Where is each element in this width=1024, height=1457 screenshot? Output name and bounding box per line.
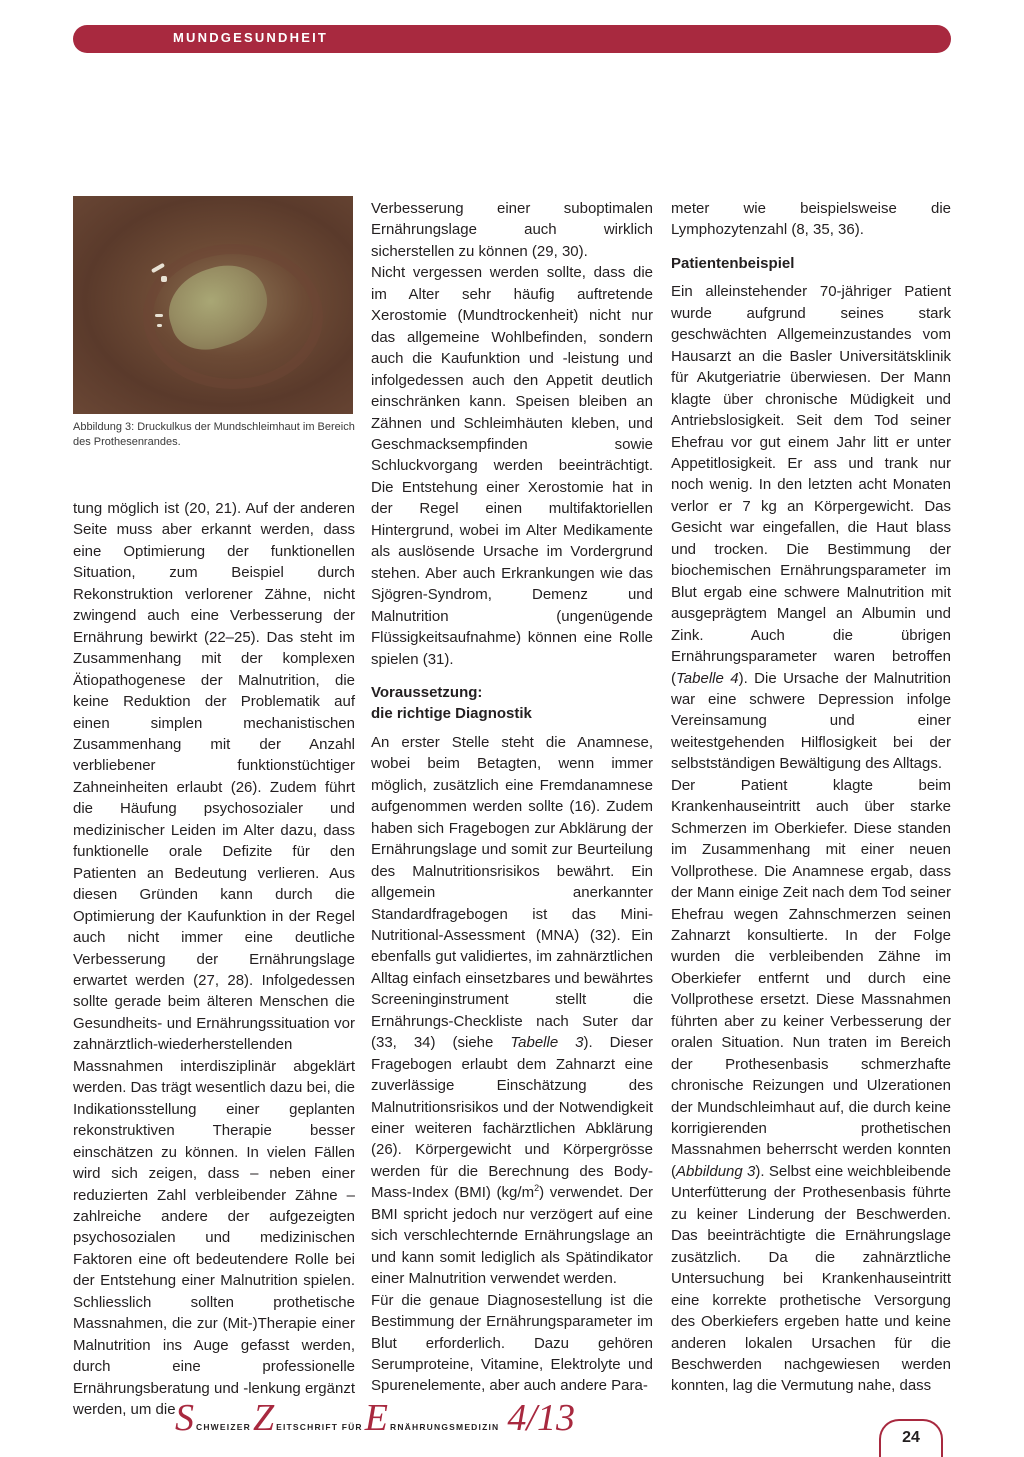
figure-caption: Abbildung 3: Druckulkus der Mundschleimhaut im Bereich des Prothesenrandes. [73,421,355,448]
journal-footer-logo [175,1396,775,1439]
body-paragraph: Nicht vergessen werden sollte, dass die im Alter sehr häufig auftretende Xerostomie (Mundtrockenheit) nicht nur das allgemeine Wohlbefinden, sondern auch die Kaufunktion und -leistung und infolgedessen auch den Appetit deutlich einschränken kann. Speisen bleiben an Zähnen und Schleimhäuten kleben, und Geschmacksempfinden sowie Schluckvorgang werden beeinträchtigt. Die Entstehung einer Xerostomie hat in der Regel einen multifaktoriellen Hintergrund, wobei im Alter Medikamente als auslösende Ursache im Vordergrund stehen. Aber auch Erkrankungen wie das Sjögren-Syndrom, Demenz und Malnutrition (ungenügende Flüssigkeitsaufnahme) können eine Rolle spielen (31). [371,264,653,668]
text-column-1 [73,498,355,1420]
text-column-2 [371,198,653,1397]
figure-highlight [161,276,167,282]
page-number-badge [879,1419,943,1457]
figure-highlight [157,324,162,327]
body-paragraph: Verbesserung einer suboptimalen Ernährungslage auch wirklich sicherstellen zu können (29, 30). [371,200,653,260]
figure-highlight [155,314,163,317]
section-title: MUNDGESUNDHEIT [173,30,329,45]
body-paragraph: meter wie beispielsweise die Lymphozytenzahl (8, 35, 36). [671,200,951,239]
body-paragraph: Für die genaue Diagnosestellung ist die Bestimmung der Ernährungsparameter im Blut erforderlich. Dazu gehören Serumproteine, Vitamine, Elektrolyte und Spurenelemente, aber auch andere Para- [371,1291,653,1395]
footer-word: EITSCHRIFT FÜR [276,1422,363,1432]
issue-number: 4/13 [507,1397,575,1439]
body-paragraph: An erster Stelle steht die Anamnese, wobei beim Betagten, wenn immer möglich, zusätzlich eine Fremdanamnese aufgenommen werden sollte (16). Zudem haben sich Fragebogen zur Abklärung der Ernährungslage und somit zur Beurteilung des Malnutritionsrisikos bewährt. Ein allgemein anerkannter Standardfragebogen ist das Mini-Nutritional-Assessment (MNA) (32). Ein ebenfalls gut validiertes, im zahnärztlichen Alltag einfach einsetzbares und bewährtes Screeninginstrument stellt die Ernährungs-Checkliste nach Suter dar (33, 34) (siehe Tabelle 3). Dieser Fragebogen erlaubt dem Zahnarzt eine zuverlässige Einschätzung des Malnutritionsrisikos und der Notwendigkeit einer weiteren fachärztlichen Abklärung (26). Körpergewicht und Körpergrösse werden für die Berechnung des Body-Mass-Index (BMI) $(kg/m^2)$ verwendet. Der BMI spricht jedoch nur verzögert auf eine sich verschlechternde Ernährungslage an und kann somit lediglich als Spätindikator einer Malnutrition verwendet werden. [371,733,653,1288]
figure-reference: Abbildung 3 [676,1162,756,1180]
body-paragraph: Ein alleinstehender 70-jähriger Patient wurde aufgrund seines stark geschwächten Allgemeinzustandes vom Hausarzt an die Basler Universitätsklinik für Akutgeriatrie überwiesen. Der Mann klagte über chronische Müdigkeit und Antriebslosigkeit. Seit dem Tod seiner Ehefrau vor gut einem Jahr litt er unter Appetitlosigkeit. Er ass und trank nur noch wenig. In den letzten acht Monaten verlor er 7 kg an Körpergewicht. Das Gesicht war eingefallen, die Haut blass und trocken. Die Bestimmung der biochemischen Ernährungsparameter im Blut ergab eine schwere Malnutrition mit ausgeprägtem Mangel an Albumin und Zink. Auch die übrigen Ernährungsparameter waren betroffen (Tabelle 4). Die Ursache der Malnutrition war eine schwere Depression infolge Vereinsamung und einer weitestgehenden Hilflosigkeit bei der selbstständigen Bewältigung des Alltags. [671,283,951,773]
subheading-line: Voraussetzung: [371,683,483,701]
body-paragraph: tung möglich ist (20, 21). Auf der anderen Seite muss aber erkannt werden, dass eine Optimierung der funktionellen Situation, zum Beispiel durch Rekonstruktion verlorener Zähne, nicht zwingend auch eine Verbesserung der Ernährung bewirkt (22–25). Das steht im Zusammenhang mit der komplexen Ätiopathogenese der Malnutrition, die keine Reduktion der Problematik auf einen simplen mechanistischen Zusammenhang mit der Anzahl verbliebener funktionstüchtiger Zahneinheiten erlaubt (26). Zudem führt die Häufung psychosozialer und medizinischer Leiden im Alter dazu, dass funktionelle orale Defizite für den Patienten an Bedeutung verlieren. Aus diesen Gründen kann durch die Optimierung der Kaufunktion in der Regel auch nicht immer eine deutliche Verbesserung der Ernährungslage erwartet werden (27, 28). Infolgedessen sollte gerade beim älteren Menschen die Gesundheits- und Ernährungssituation vor zahnärztlich-wiederherstellenden Massnahmen interdisziplinär abgeklärt werden. Das trägt wesentlich dazu bei, die Indikationsstellung einer geplanten rekonstruktiven Therapie besser einschätzen zu können. In vielen Fällen wird sich zeigen, dass – neben einer reduzierten Zahl verbleibender Zähne – zahlreiche andere der aufgezeigten psychosozialen und medizinischen Faktoren eine oft bedeutendere Rolle bei der Entstehung einer Malnutrition spielen. Schliesslich sollten prothetische Massnahmen, die zur (Mit-)Therapie einer Malnutrition ins Auge gefasst werden, durch eine professionelle Ernährungsberatung und -lenkung ergänzt werden, um die [73,500,355,1419]
table-reference: Tabelle 3 [510,1034,584,1052]
footer-letter: Z [252,1397,275,1439]
footer-letter: E [364,1397,388,1439]
footer-letter: S [175,1397,194,1439]
section-header-bar [73,25,951,53]
footer-word: RNÄHRUNGSMEDIZIN [389,1422,500,1432]
body-paragraph: Der Patient klagte beim Krankenhauseintritt auch über starke Schmerzen im Oberkiefer. Diese standen im Zusammenhang mit einer neuen Vollprothese. Die Anamnese ergab, dass der Mann einige Zeit nach dem Tod seiner Ehefrau wegen Zahnschmerzen seinen Zahnarzt konsultierte. In der Folge wurden die verbleibenden Zähne im Oberkiefer entfernt und durch eine Vollprothese ersetzt. Diese Massnahmen führten aber zu keiner Verbesserung der oralen Situation. Nun traten im Bereich der Prothesenbasis schmerzhafte chronische Reizungen und Ulzerationen der Mundschleimhaut auf, die durch keine korrigierenden prothetischen Massnahmen beherrscht werden konnten (Abbildung 3). Selbst eine weichbleibende Unterfütterung der Prothesenbasis führte zu keiner Linderung der Beschwerden. Das beeinträchtigte die Ernährungslage zusätzlich. Da die zahnärztliche Untersuchung bei Krankenhauseintritt eine korrekte prothetische Versorgung des Oberkiefers ergeben hatte und keine anderen lokalen Ursachen für die Beschwerden nachgewiesen werden konnten, lag die Vermutung nahe, dass [671,776,952,1395]
subheading: Patientenbeispiel [671,254,795,272]
page-number: 24 [902,1429,920,1446]
subheading-line: die richtige Diagnostik [371,705,532,723]
table-reference: Tabelle 4 [676,669,739,687]
figure-photo-pressure-ulcer [73,196,353,414]
footer-word: CHWEIZER [196,1422,251,1432]
text-column-3 [671,198,951,1397]
